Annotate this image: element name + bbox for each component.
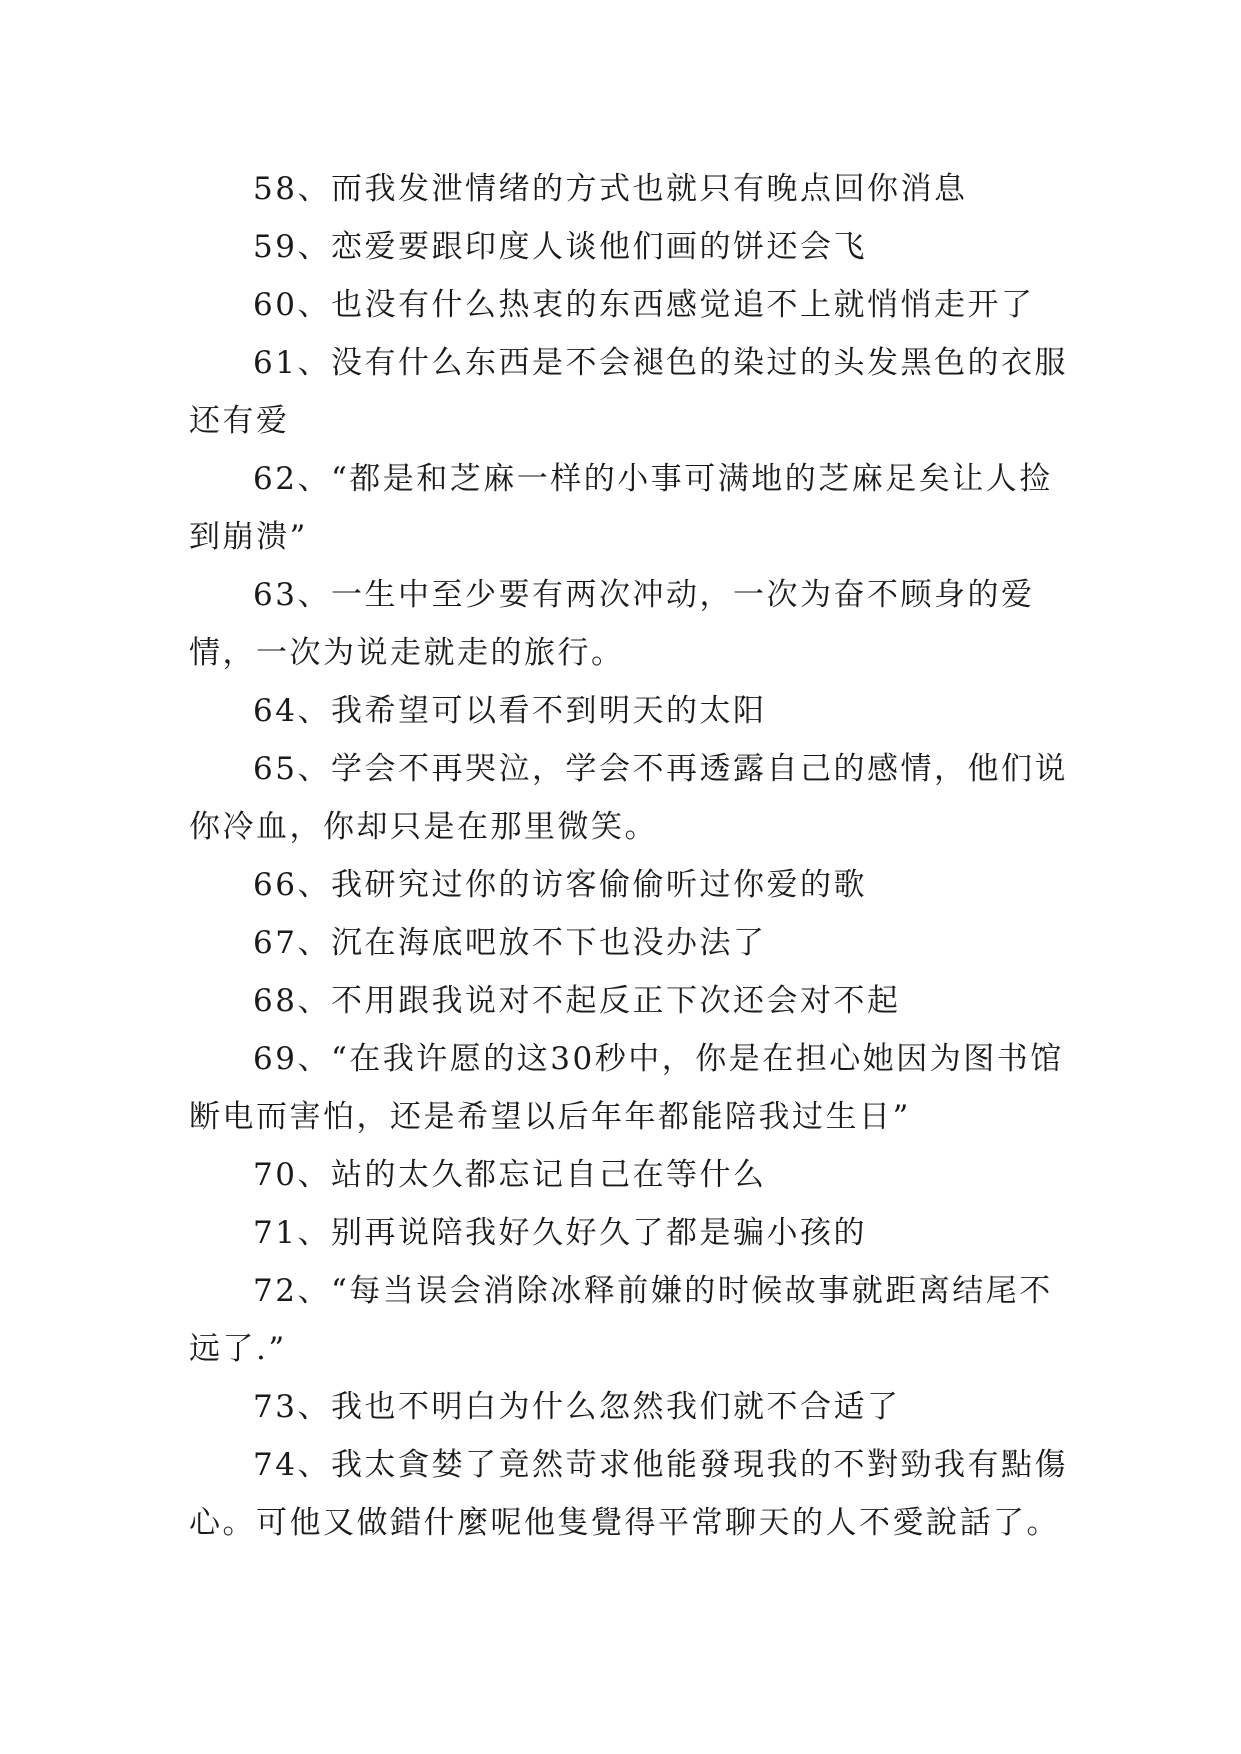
paragraph-63: 63、一生中至少要有两次冲动，一次为奋不顾身的爱情，一次为说走就走的旅行。 [189, 577, 1035, 671]
paragraph-65: 65、学会不再哭泣，学会不再透露自己的感情，他们说你冷血，你却只是在那里微笑。 [189, 751, 1068, 845]
document-body [189, 160, 1069, 1552]
paragraph-66: 66、我研究过你的访客偷偷听过你爱的歌 [253, 867, 867, 903]
paragraph-60: 60、也没有什么热衷的东西感觉追不上就悄悄走开了 [253, 287, 1035, 323]
paragraph-70: 70、站的太久都忘记自己在等什么 [253, 1157, 767, 1193]
paragraph-71: 71、别再说陪我好久好久了都是骗小孩的 [253, 1215, 867, 1251]
paragraph-67: 67、沉在海底吧放不下也没办法了 [253, 925, 767, 961]
paragraph-68: 68、不用跟我说对不起反正下次还会对不起 [253, 983, 901, 1019]
paragraph-62: 62、“都是和芝麻一样的小事可满地的芝麻足矣让人捡到崩溃” [189, 461, 1053, 555]
paragraph-64: 64、我希望可以看不到明天的太阳 [253, 693, 767, 729]
paragraph-69: 69、“在我许愿的这30秒中，你是在担心她因为图书馆断电而害怕，还是希望以后年年都能陪我过生日” [189, 1041, 1064, 1135]
paragraph-59: 59、恋爱要跟印度人谈他们画的饼还会飞 [253, 229, 867, 265]
paragraph-61: 61、没有什么东西是不会褪色的染过的头发黑色的衣服还有爱 [189, 345, 1068, 439]
paragraph-58: 58、而我发泄情绪的方式也就只有晚点回你消息 [253, 171, 968, 207]
paragraph-74: 74、我太貪婪了竟然苛求他能發現我的不對勁我有點傷心。可他又做錯什麼呢他隻覺得平常聊天的人不愛說話了。 [189, 1447, 1068, 1541]
paragraph-73: 73、我也不明白为什么忽然我们就不合适了 [253, 1389, 901, 1425]
paragraph-72: 72、“每当误会消除冰释前嫌的时候故事就距离结尾不远了.” [189, 1273, 1053, 1367]
